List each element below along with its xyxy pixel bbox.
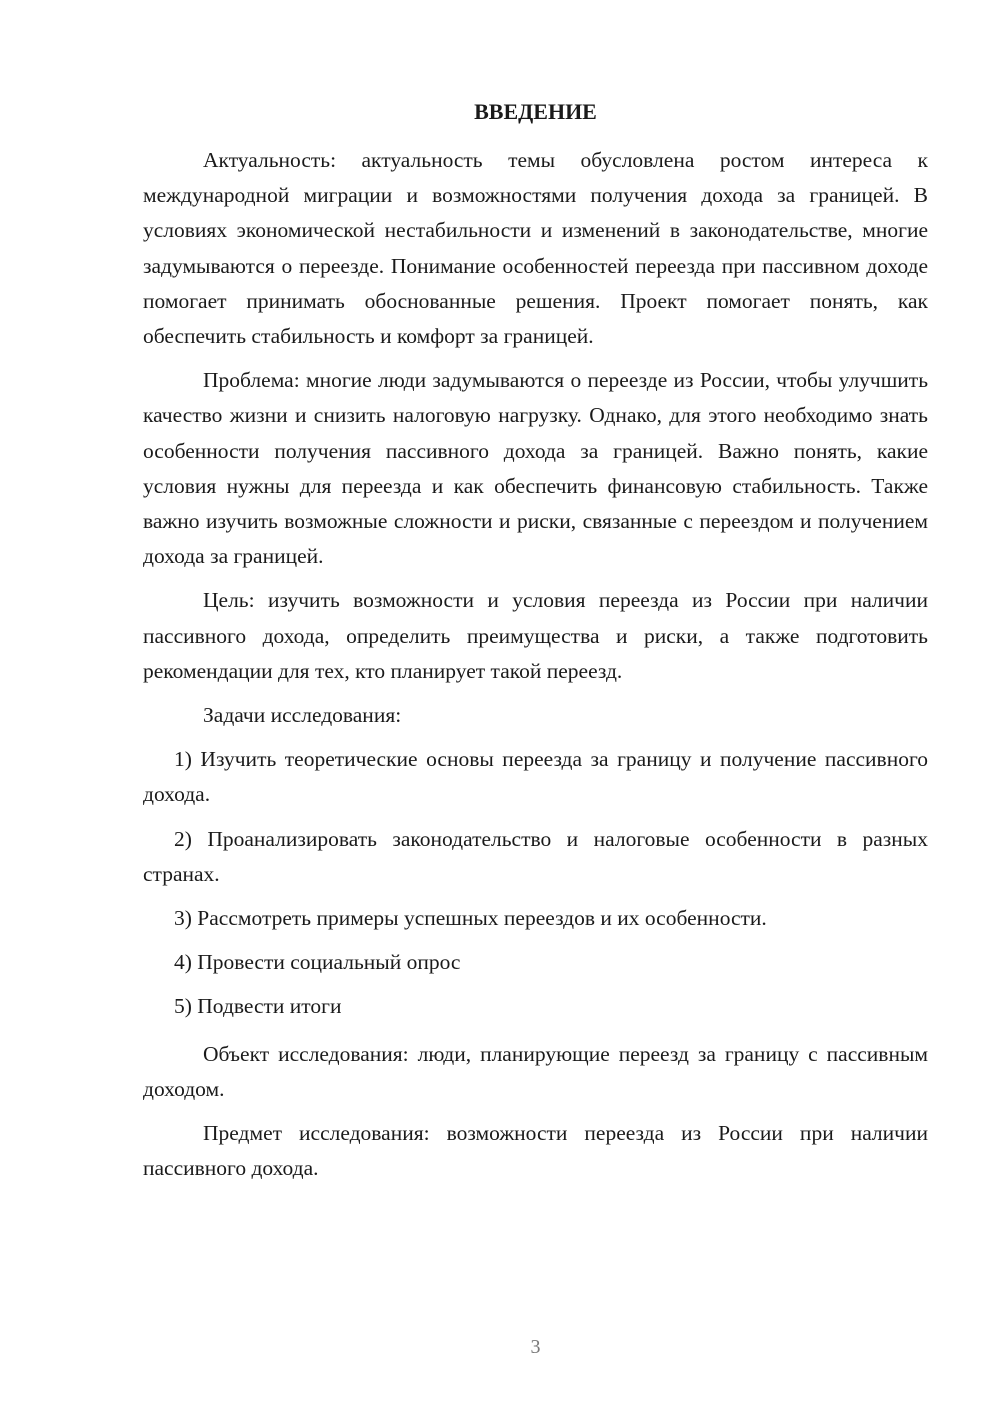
document-page [143,0,928,1414]
page-title: ВВЕДЕНИЕ [474,99,597,124]
list-item: 2) Проанализировать законодательство и налоговые особенности в разных странах. [143,826,928,886]
list-item: 1) Изучить теоретические основы переезда за границу и получение пассивного дохода. [143,747,928,807]
object-paragraph: Объект исследования: люди, планирующие переезд за границу с пассивным доходом. [143,1041,928,1101]
document-body [143,143,928,1195]
tasks-intro: Задачи исследования: [203,703,402,728]
list-item: 4) Провести социальный опрос [174,950,461,975]
task-list [143,742,928,1024]
problem-paragraph: Проблема: многие люди задумываются о переезде из России, чтобы улучшить качество жизни и снизить налоговую нагрузку. Однако, для этого необходимо знать особенности получения пассивного дохода за границей. Важно понять, какие условия нужны для переезда и как обеспечить финансовую стабильность. Также важно изучить возможные сложности и риски, связанные с переездом и получением дохода за границей. [143,368,928,569]
relevance-paragraph: Актуальность: актуальность темы обусловлена ростом интереса к международной миграции и возможностями получения дохода за границей. В условиях экономической нестабильности и изменений в законодательстве, многие задумываются о переезде. Понимание особенностей переезда при пассивном доходе помогает принимать обоснованные решения. Проект помогает понять, как обеспечить стабильность и комфорт за границей. [143,148,928,349]
list-item: 5) Подвести итоги [174,994,342,1019]
subject-paragraph: Предмет исследования: возможности переезда из России при наличии пассивного дохода. [143,1121,928,1181]
page-number: 3 [530,1336,541,1358]
goal-paragraph: Цель: изучить возможности и условия переезда из России при наличии пассивного дохода, определить преимущества и риски, а также подготовить рекомендации для тех, кто планирует такой переезд. [143,588,928,683]
list-item: 3) Рассмотреть примеры успешных переездов и их особенности. [174,906,767,931]
